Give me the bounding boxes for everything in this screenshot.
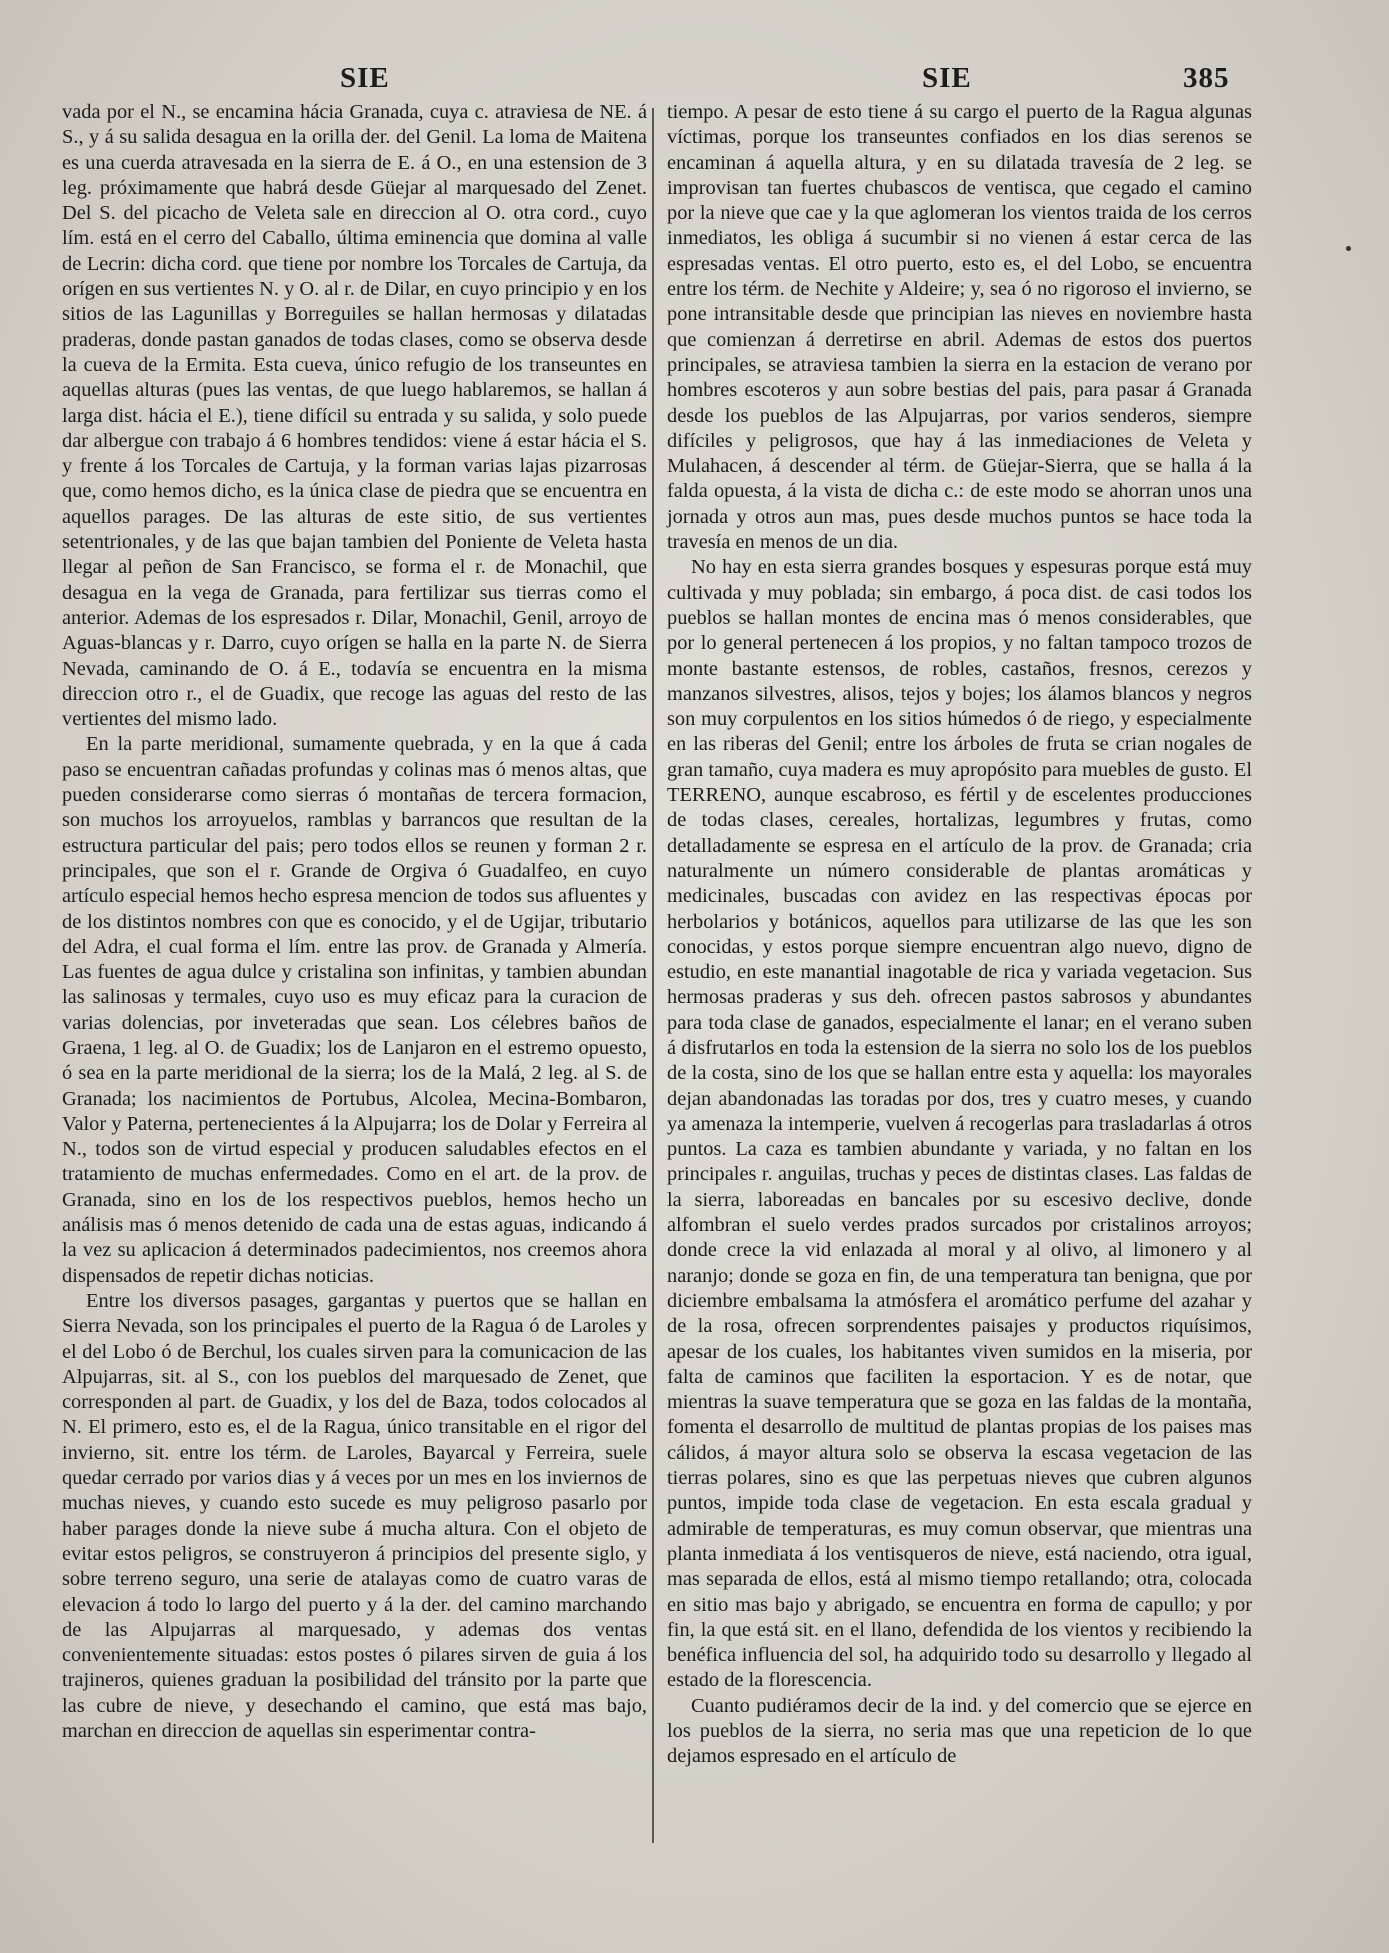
page-number: 385 [1183,62,1230,94]
header-center-word: SIE [922,62,972,94]
right-column [667,100,1252,1770]
left-column [62,100,647,1744]
header-left-word: SIE [340,62,390,94]
paragraph: En la parte meridional, sumamente quebrada, y en la que á cada paso se encuentran cañadas profundas y colinas mas ó menos altas, que pueden considerarse como sierras ó montañas de tercera formacion, son muchos los arroyuelos, ramblas y barrancos que resultan de la estructura particular del pais; pero todos ellos se reunen y forman 2 r. principales, que son el r. Grande de Orgiva ó Guadalfeo, en cuyo artículo especial hemos hecho espresa mencion de todos sus afluentes y de los distintos nombres con que es conocido, y el de Ugijar, tributario del Adra, el cual forma el lím. entre las prov. de Granada y Almería. Las fuentes de agua dulce y cristalina son infinitas, y tambien abundan las salinosas y termales, cuyo uso es muy eficaz para la curacion de varias dolencias, por inveteradas que sean. Los célebres baños de Graena, 1 leg. al O. de Guadix; los de Lanjaron en el estremo opuesto, ó sea en la parte meridional de la sierra; los de la Malá, 2 leg. al S. de Granada; los nacimientos de Portubus, Alcolea, Mecina-Bombaron, Valor y Paterna, pertenecientes á la Alpujarra; los de Dolar y Ferreira al N., todos son de virtud especial y producen saludables efectos en el tratamiento de muchas enfermedades. Como en el art. de la prov. de Granada, sino en los de los respectivos pueblos, hemos hecho un análisis mas ó menos detenido de cada una de estas aguas, indicando á la vez su aplicacion á determinados padecimientos, nos creemos ahora dispensados de repetir dichas noticias. [62,733,647,1287]
paragraph: Entre los diversos pasages, gargantas y puertos que se hallan en Sierra Nevada, son los principales el puerto de la Ragua ó de Laroles y el del Lobo ó de Berchul, los cuales sirven para la comunicacion de las Alpujarras, sit. al S., con los pueblos del marquesado de Zenet, que corresponden al part. de Guadix, y los del de Baza, todos colocados al N. El primero, esto es, el de la Ragua, único transitable en el rigor del invierno, sit. entre los térm. de Laroles, Bayarcal y Ferreira, suele quedar cerrado por varios dias y á veces por un mes en los inviernos de muchas nieves, y cuando esto sucede es muy peligroso pasarlo por haber parages donde la nieve sube á mucha altura. Con el objeto de evitar estos peligros, se construyeron á principios del presente siglo, y sobre terreno seguro, una serie de atalayas como de cuatro varas de elevacion á todo lo largo del puerto y á la der. del camino marchando de las Alpujarras al marquesado, y ademas dos ventas convenientemente situadas: estos postes ó pilares sirven de guia á los trajineros, quienes graduan la posibilidad del tránsito por la parte que las cubre de nieve, y desechando el camino, que está mas bajo, marchan en direccion de aquellas sin esperimentar contra- [62,1289,647,1742]
paragraph: vada por el N., se encamina hácia Granada, cuya c. atraviesa de NE. á S., y á su salida desagua en la orilla der. del Genil. La loma de Maitena es una cuerda atravesada en la sierra de E. á O., en una estension de 3 leg. próximamente que habrá desde Güejar al marquesado del Zenet. Del S. del picacho de Veleta sale en direccion al O. otra cord., cuyo lím. está en el cerro del Caballo, última eminencia que domina al valle de Lecrin: dicha cord. que tiene por nombre los Torcales de Cartuja, da orígen en sus vertientes N. y O. al r. de Dilar, en cuyo principio y en los sitios de las Lagunillas y Borreguiles se hallan hermosas y dilatadas praderas, donde pastan ganados de todas clases, como se observa desde la cueva de la Ermita. Esta cueva, único refugio de los transeuntes en aquellas alturas (pues las ventas, de que luego hablaremos, se hallan á larga dist. hácia el E.), tiene difícil su entrada y su salida, y solo puede dar albergue con trabajo á 6 hombres tendidos: viene á estar hácia el S. y frente á los Torcales de Cartuja, y la forman varias lajas pizarrosas que, como hemos dicho, es la única clase de piedra que se encuentra en aquellos parages. De las alturas de este sitio, de sus vertientes setentrionales, y de las que bajan tambien del Poniente de Veleta hasta llegar al peñon de San Francisco, se forma el r. de Monachil, que desagua en la vega de Granada, para fertilizar sus tierras como el anterior. Ademas de los espresados r. Dilar, Monachil, Genil, arroyo de Aguas-blancas y r. Darro, cuyo orígen se halla en la parte N. de Sierra Nevada, caminando de O. á E., todavía se encuentra en la misma direccion otro r., el de Guadix, que recoge las aguas del resto de las vertientes del mismo lado. [62,101,647,731]
column-divider [652,108,654,1843]
paragraph: tiempo. A pesar de esto tiene á su cargo el puerto de la Ragua algunas víctimas, porque los transeuntes confiados en los dias serenos se encaminan á aquella altura, y en su dilatada travesía de 2 leg. se improvisan tan fuertes chubascos de ventisca, que cegado el camino por la nieve que cae y la que aglomeran los vientos traida de los cerros inmediatos, les obliga á sucumbir si no vienen á estar cerca de las espresadas ventas. El otro puerto, esto es, el del Lobo, se encuentra entre los térm. de Nechite y Aldeire; y, sea ó no rigoroso el invierno, se pone intransitable desde que principian las nieves en noviembre hasta que comienzan á derretirse en abril. Ademas de estos dos puertos principales, se atraviesa tambien la sierra en la estacion de verano por hombres escoteros y aun sobre bestias del pais, para pasar á Granada desde los pueblos de las Alpujarras, por varios senderos, siempre difíciles y peligrosos, que hay á las inmediaciones de Veleta y Mulahacen, á descender al térm. de Güejar-Sierra, que se halla á la falda opuesta, á la vista de dicha c.: de este modo se ahorran unos una jornada y otros aun mas, pues desde muchos puntos se hace toda la travesía en menos de un dia. [667,101,1252,554]
paragraph: Cuanto pudiéramos decir de la ind. y del comercio que se ejerce en los pueblos de la sierra, no seria mas que una repeticion de lo que dejamos espresado en el artículo de [667,1694,1252,1768]
margin-mark [1346,246,1351,251]
paragraph: No hay en esta sierra grandes bosques y espesuras porque está muy cultivada y muy poblada; sin embargo, á poca dist. de casi todos los pueblos se hallan montes de encina mas ó menos considerables, que por lo general pertenecen á los propios, y no faltan tampoco trozos de monte bastante estensos, de robles, castaños, fresnos, cerezos y manzanos silvestres, alisos, tejos y bojes; los álamos blancos y negros son muy corpulentos en los sitios húmedos ó de riego, y especialmente en las riberas del Genil; entre los árboles de fruta se crian nogales de gran tamaño, cuya madera es muy apropósito para muebles de gusto. El TERRENO, aunque escabroso, es fértil y de escelentes producciones de todas clases, cereales, hortalizas, legumbres y frutas, como detalladamente se espresa en el artículo de la prov. de Granada; cria naturalmente un número considerable de plantas aromáticas y medicinales, buscadas con avidez en las respectivas épocas por herbolarios y botánicos, aquellos para utilizarse de las que les son conocidas, y estos porque siempre encuentran algo nuevo, digno de estudio, en este manantial inagotable de rica y variada vegetacion. Sus hermosas praderas y sus deh. ofrecen pastos sabrosos y abundantes para toda clase de ganados, especialmente el lanar; en el verano suben á disfrutarlos en toda la estension de la sierra no solo los de los pueblos de la costa, sino de los que se hallan entre esta y aquella: los mayorales dejan abandonadas las toradas por dos, tres y cuatro meses, y cuando ya amenaza la intemperie, vuelven á recogerlas para trasladarlas á otros puntos. La caza es tambien abundante y variada, y no faltan en los principales r. anguilas, truchas y peces de distintas clases. Las faldas de la sierra, laboreadas en bancales por su escesivo declive, donde alfombran el suelo verdes prados surcados por cristalinos arroyos; donde crece la vid enlazada al moral y al olivo, al limonero y al naranjo; donde se goza en fin, de una temperatura tan benigna, que por diciembre embalsama la atmósfera el aromático perfume del azahar y de la rosa, ofrecen sorprendentes paisajes y productos riquísimos, apesar de los cuales, los habitantes viven sumidos en la miseria, por falta de caminos que faciliten la esportacion. Y es de notar, que mientras la suave temperatura que se goza en las faldas de la montaña, fomenta el desarrollo de multitud de plantas propias de los paises mas cálidos, á mayor altura solo se observa la escasa vegetacion de las tierras polares, sino es que las perpetuas nieves que cubren algunos puntos, impide toda clase de vegetacion. En esta escala gradual y admirable de temperaturas, es muy comun observar, que mientras una planta inmediata á los ventisqueros de nieve, está naciendo, otra igual, mas separada de ellos, está al mismo tiempo retallando; otra, colocada en sitio mas bajo y abrigado, se encuentra en forma de capullo; y por fin, la que está sit. en el llano, defendida de los vientos y recibiendo la benéfica influencia del sol, ha adquirido todo su desarrollo y llegado al estado de la florescencia. [667,556,1252,1692]
running-header [0,62,1389,102]
